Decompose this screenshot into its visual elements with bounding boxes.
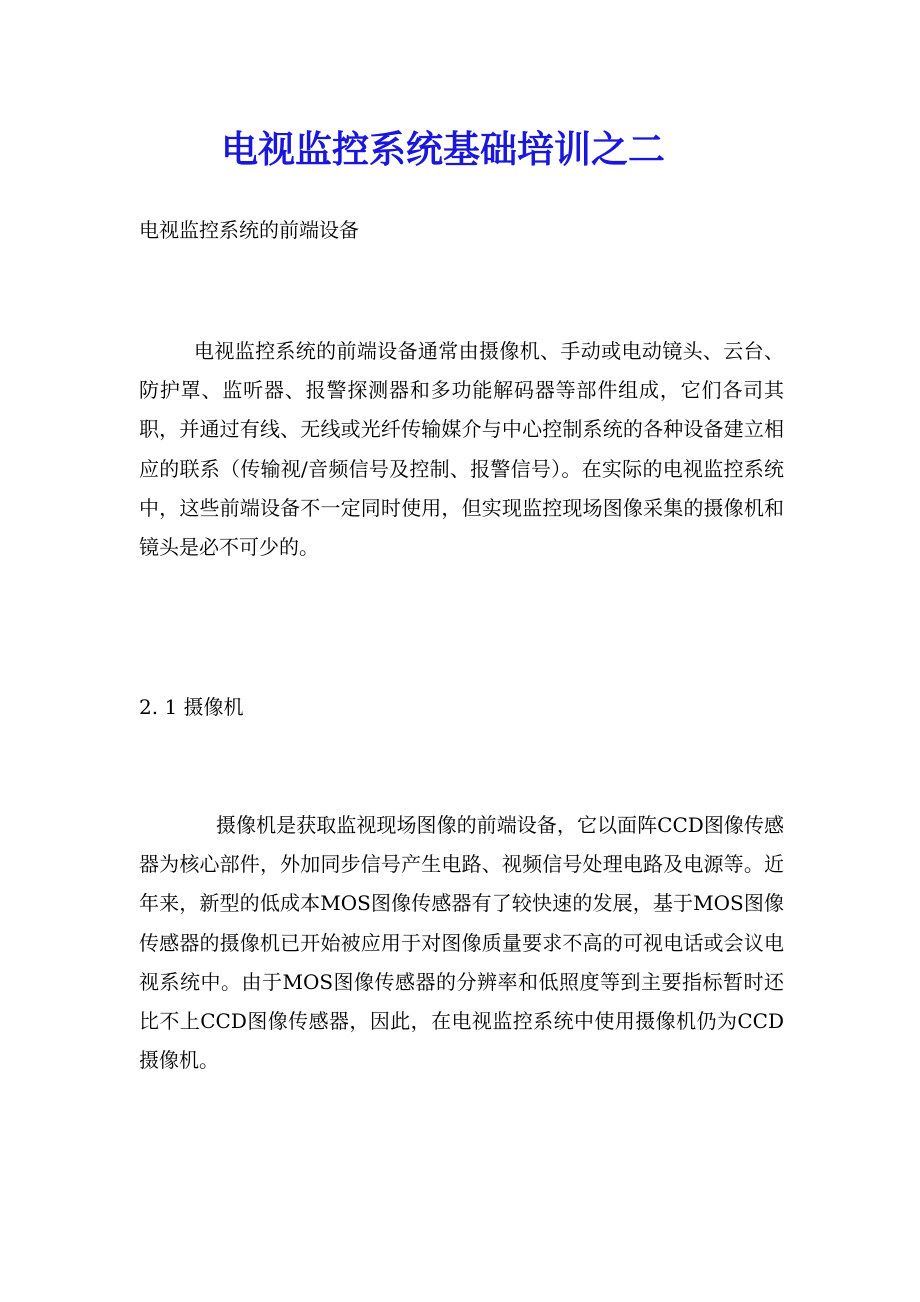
intro-paragraph: 电视监控系统的前端设备通常由摄像机、手动或电动镜头、云台、防护罩、监听器、报警探测器和多功能解码器等部件组成，它们各司其职，并通过有线、无线或光纤传输媒介与中心控制系统的各种设备建立相应的联系（传输视/音频信号及控制、报警信号）。在实际的电视监控系统中，这些前端设备不一定同时使用，但实现监控现场图像采集的摄像机和镜头是必不可少的。 (139, 339, 784, 560)
document-subtitle: 电视监控系统的前端设备 (139, 218, 359, 242)
camera-paragraph: 摄像机是获取监视现场图像的前端设备，它以面阵CCD图像传感器为核心部件，外加同步信号产生电路、视频信号处理电路及电源等。近年来，新型的低成本MOS图像传感器有了较快速的发展，基于MOS图像传感器的摄像机已开始被应用于对图像质量要求不高的可视电话或会议电视系统中。由于MOS图像传感器的分辨率和低照度等到主要指标暂时还比不上CCD图像传感器，因此，在电视监控系统中使用摄像机仍为CCD摄像机。 (139, 813, 784, 1073)
page-title: 电视监控系统基础培训之二 (221, 127, 665, 171)
section-heading-camera: 2. 1 摄像机 (139, 695, 244, 719)
